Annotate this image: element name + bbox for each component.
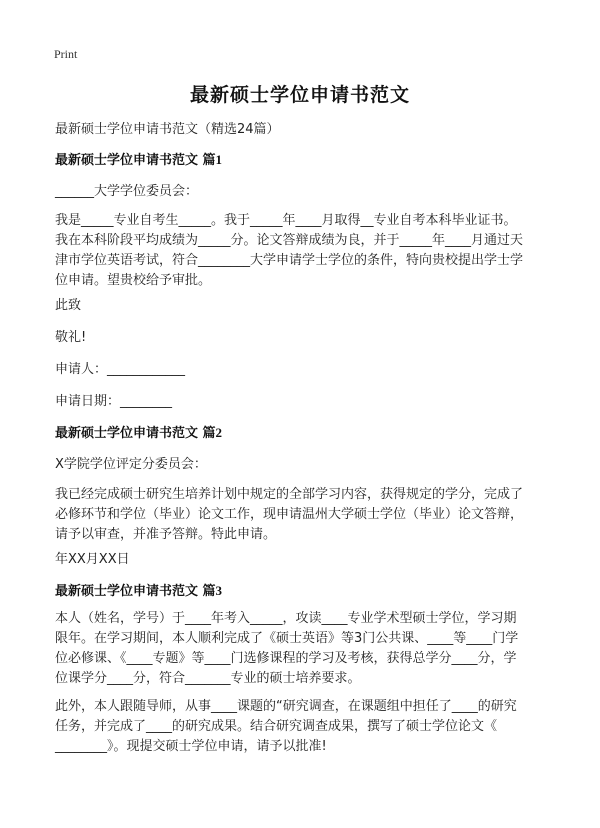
section-1-body-line: 津市学位英语考试，符合________大学申请学士学位的条件，特向贵校提出学士学 <box>55 253 524 268</box>
section-3-para-1-line: 本人（姓名，学号）于____年考入_____，攻读____专业学术型硕士学位，学习期 <box>55 611 517 626</box>
document-subtitle: 最新硕士学位申请书范文（精选24篇） <box>55 122 280 137</box>
section-3-para-1-line: 限年。在学习期间，本人顺利完成了《硕士英语》等3门公共课、____等____门学 <box>55 631 519 646</box>
section-1-heading-number: 1 <box>215 152 223 167</box>
section-1-body-line: 位申请。望贵校给予审批。 <box>55 273 212 288</box>
section-1-closing-2: 敬礼! <box>55 330 87 345</box>
section-2-body-line: 我已经完成硕士研究生培养计划中规定的全部学习内容，获得规定的学分，完成了 <box>55 487 524 502</box>
section-2-heading-text: 最新硕士学位申请书范文 篇 <box>55 426 216 441</box>
section-3-para-1-line: 位必修课、《____专题》等____门选修课程的学习及考核，获得总学分____分，学 <box>55 651 517 666</box>
section-2-salutation: X学院学位评定分委员会： <box>55 457 207 472</box>
section-2-date: 年XX月XX日 <box>55 552 130 567</box>
section-3-para-2-line: ________》。现提交硕士学位申请，请予以批准! <box>55 739 327 754</box>
section-2-body-line: 必修环节和学位（毕业）论文工作，现申请温州大学硕士学位（毕业）论文答辩， <box>55 507 524 522</box>
section-3-paragraph-2 <box>55 697 555 757</box>
section-2-heading <box>55 423 555 444</box>
document-title: 最新硕士学位申请书范文 <box>189 84 410 106</box>
section-1-body-line: 我在本科阶段平均成绩为_____分。论文答辩成绩为良，并于_____年____月通过天 <box>55 233 524 248</box>
section-3-para-2-line: 任务，并完成了____的研究成果。结合研究调查成果，撰写了硕士学位论文《 <box>55 719 498 734</box>
section-1-heading-text: 最新硕士学位申请书范文 篇 <box>55 153 216 168</box>
section-3-para-2-line: 此外，本人跟随导师，从事____课题的“研究调查，在课题组中担任了____的研究 <box>55 699 517 714</box>
print-link[interactable]: Print <box>54 47 78 61</box>
section-3-para-1-line: 位课学分____分，符合_______专业的硕士培养要求。 <box>55 671 361 686</box>
section-3-heading-text: 最新硕士学位申请书范文 篇 <box>55 584 216 599</box>
section-3-heading-number: 3 <box>215 583 223 598</box>
section-1-body-line: 我是_____专业自考生_____。我于_____年____月取得__专业自考本科毕业证书。 <box>55 213 517 228</box>
section-1-salutation: ______大学学位委员会： <box>55 184 199 199</box>
section-2-body-line: 请予以审查，并准予答辩。特此申请。 <box>55 527 277 542</box>
section-1-closing-1: 此致 <box>55 298 82 313</box>
section-1-body <box>55 211 555 291</box>
section-1-applicant: 申请人：____________ <box>55 362 186 377</box>
section-3-paragraph-1 <box>55 609 555 689</box>
section-2-heading-number: 2 <box>215 425 223 440</box>
section-2-body <box>55 485 555 545</box>
section-1-date: 申请日期：________ <box>55 394 173 409</box>
section-1-heading <box>55 150 555 171</box>
section-3-heading <box>55 581 555 602</box>
